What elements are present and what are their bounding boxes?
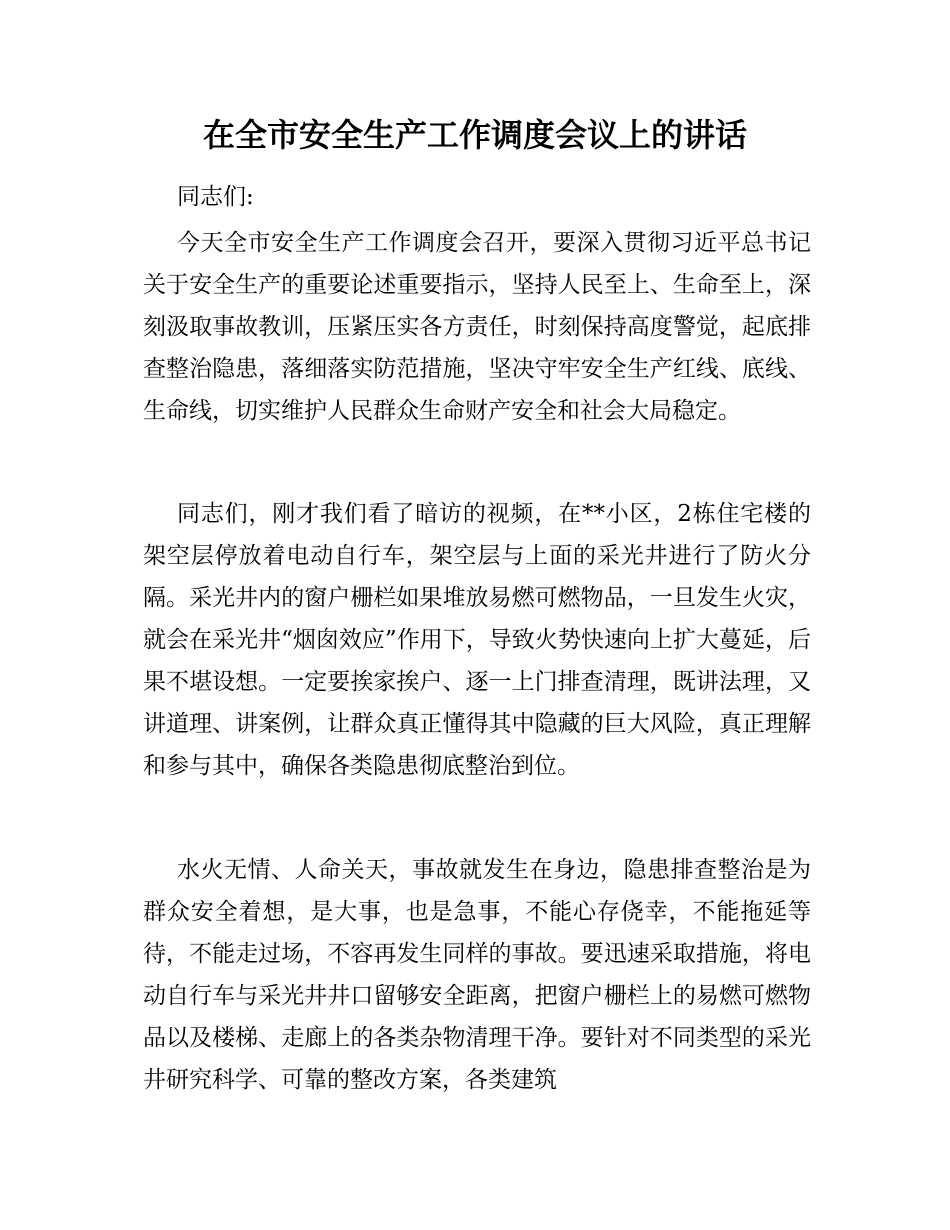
paragraph-1: 今天全市安全生产工作调度会召开，要深入贯彻习近平总书记关于安全生产的重要论述重要指示，坚持人民至上、生命至上，深刻汲取事故教训，压紧压实各方责任，时刻保持高度警觉，起底排查整治隐患，落细落实防范措施，坚决守牢安全生产红线、底线、生命线，切实维护人民群众生命财产安全和社会大局稳定。 <box>143 230 811 424</box>
document-title: 在全市安全生产工作调度会议上的讲话 <box>202 116 747 154</box>
paragraph-2: 同志们，刚才我们看了暗访的视频，在**小区，2栋住宅楼的架空层停放着电动自行车，架空层与上面的采光井进行了防火分隔。采光井内的窗户栅栏如果堆放易燃可燃物品，一旦发生火灾，就会在采光井“烟囱效应”作用下，导致火势快速向上扩大蔓延，后果不堪设想。一定要挨家挨户、逐一上门排查清理，既讲法理，又讲道理、讲案例，让群众真正懂得其中隐藏的巨大风险，真正理解和参与其中，确保各类隐患彻底整治到位。 <box>143 501 811 779</box>
salutation: 同志们: <box>177 184 254 210</box>
paragraph-3: 水火无情、人命关天，事故就发生在身边，隐患排查整治是为群众安全着想，是大事，也是急事，不能心存侥幸，不能拖延等待，不能走过场，不容再发生同样的事故。要迅速采取措施，将电动自行车与采光井井口留够安全距离，把窗户栅栏上的易燃可燃物品以及楼梯、走廊上的各类杂物清理干净。要针对不同类型的采光井研究科学、可靠的整改方案，各类建筑 <box>143 857 811 1093</box>
